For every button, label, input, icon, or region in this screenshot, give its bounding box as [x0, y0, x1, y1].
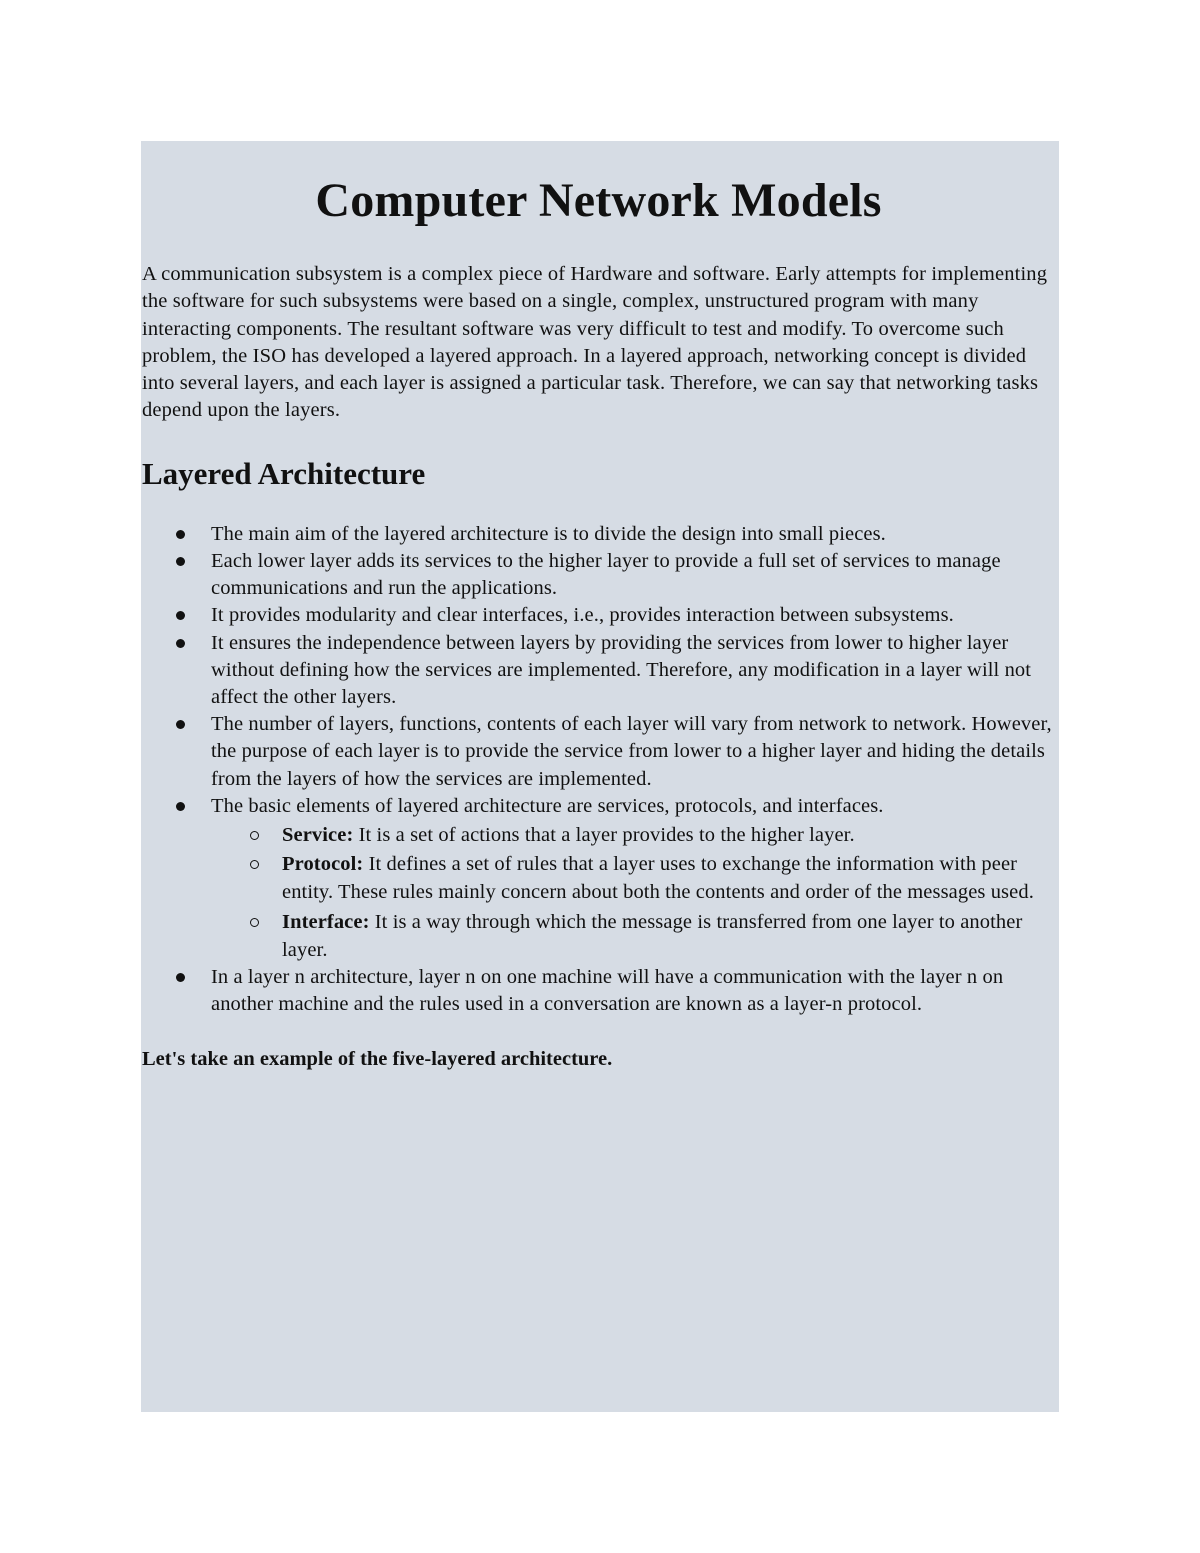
bullet-icon: [176, 802, 185, 811]
list-item-text: It ensures the independence between layers by providing the services from lower to higher layer without defining how the services are implemented. Therefore, any modification in a layer will not affect the other layers.: [211, 631, 1032, 708]
list-item-text: The basic elements of layered architecture are services, protocols, and interfaces.: [211, 794, 884, 817]
list-item: [142, 602, 1055, 629]
list-item: [142, 793, 1055, 964]
bullet-icon: [176, 973, 185, 982]
list-item: [142, 548, 1055, 602]
sub-list-item-protocol: [211, 850, 1055, 906]
sub-list-item-service: [211, 821, 1055, 849]
circle-bullet-icon: [250, 831, 259, 840]
sub-item-term: Service:: [282, 824, 354, 847]
sub-item-text: It is a set of actions that a layer provides to the higher layer.: [353, 824, 855, 847]
section-heading: Layered Architecture: [142, 455, 426, 491]
bullet-icon: [176, 639, 185, 648]
bullet-icon: [176, 557, 185, 566]
circle-bullet-icon: [250, 918, 259, 927]
list-item: [142, 630, 1055, 712]
circle-bullet-icon: [250, 860, 259, 869]
list-item: [142, 521, 1055, 548]
list-item-text: It provides modularity and clear interfaces, i.e., provides interaction between subsystems.: [211, 604, 954, 627]
intro-paragraph: A communication subsystem is a complex piece of Hardware and software. Early attempts for implementing the software for such subsystems were based on a single, complex, unstructured program with many interacting components. The resultant software was very difficult to test and modify. To overcome such problem, the ISO has developed a layered approach. In a layered approach, networking concept is divided into several layers, and each layer is assigned a particular task. Therefore, we can say that networking tasks depend upon the layers.: [142, 263, 1048, 422]
sub-list-item-interface: [211, 908, 1055, 964]
bullet-icon: [176, 720, 185, 729]
sub-bullet-list: [211, 821, 1055, 964]
list-item: [142, 711, 1055, 793]
document-panel: [141, 141, 1059, 1412]
bullet-list: [142, 521, 1055, 1019]
sub-item-text: It defines a set of rules that a layer uses to exchange the information with peer entity. These rules mainly concern about both the contents and order of the messages used.: [282, 853, 1034, 904]
list-item-text: In a layer n architecture, layer n on one machine will have a communication with the layer n on another machine and the rules used in a conversation are known as a layer-n protocol.: [211, 966, 1004, 1016]
list-item: [142, 964, 1055, 1018]
page-title: Computer Network Models: [315, 174, 882, 227]
sub-item-term: Interface:: [282, 910, 370, 933]
bullet-icon: [176, 611, 185, 620]
list-item-text: The number of layers, functions, contents of each layer will vary from network to network. However, the purpose of each layer is to provide the service from lower to a higher layer and hiding the details from the layers of how the services are implemented.: [211, 713, 1052, 790]
bullet-icon: [176, 530, 185, 539]
sub-item-term: Protocol:: [282, 853, 364, 876]
closing-statement: Let's take an example of the five-layered architecture.: [142, 1048, 613, 1071]
list-item-text: Each lower layer adds its services to the higher layer to provide a full set of services to manage communications and run the applications.: [211, 549, 1001, 600]
list-item-text: The main aim of the layered architecture is to divide the design into small pieces.: [211, 522, 886, 545]
sub-item-text: It is a way through which the message is transferred from one layer to another layer.: [282, 910, 1023, 961]
